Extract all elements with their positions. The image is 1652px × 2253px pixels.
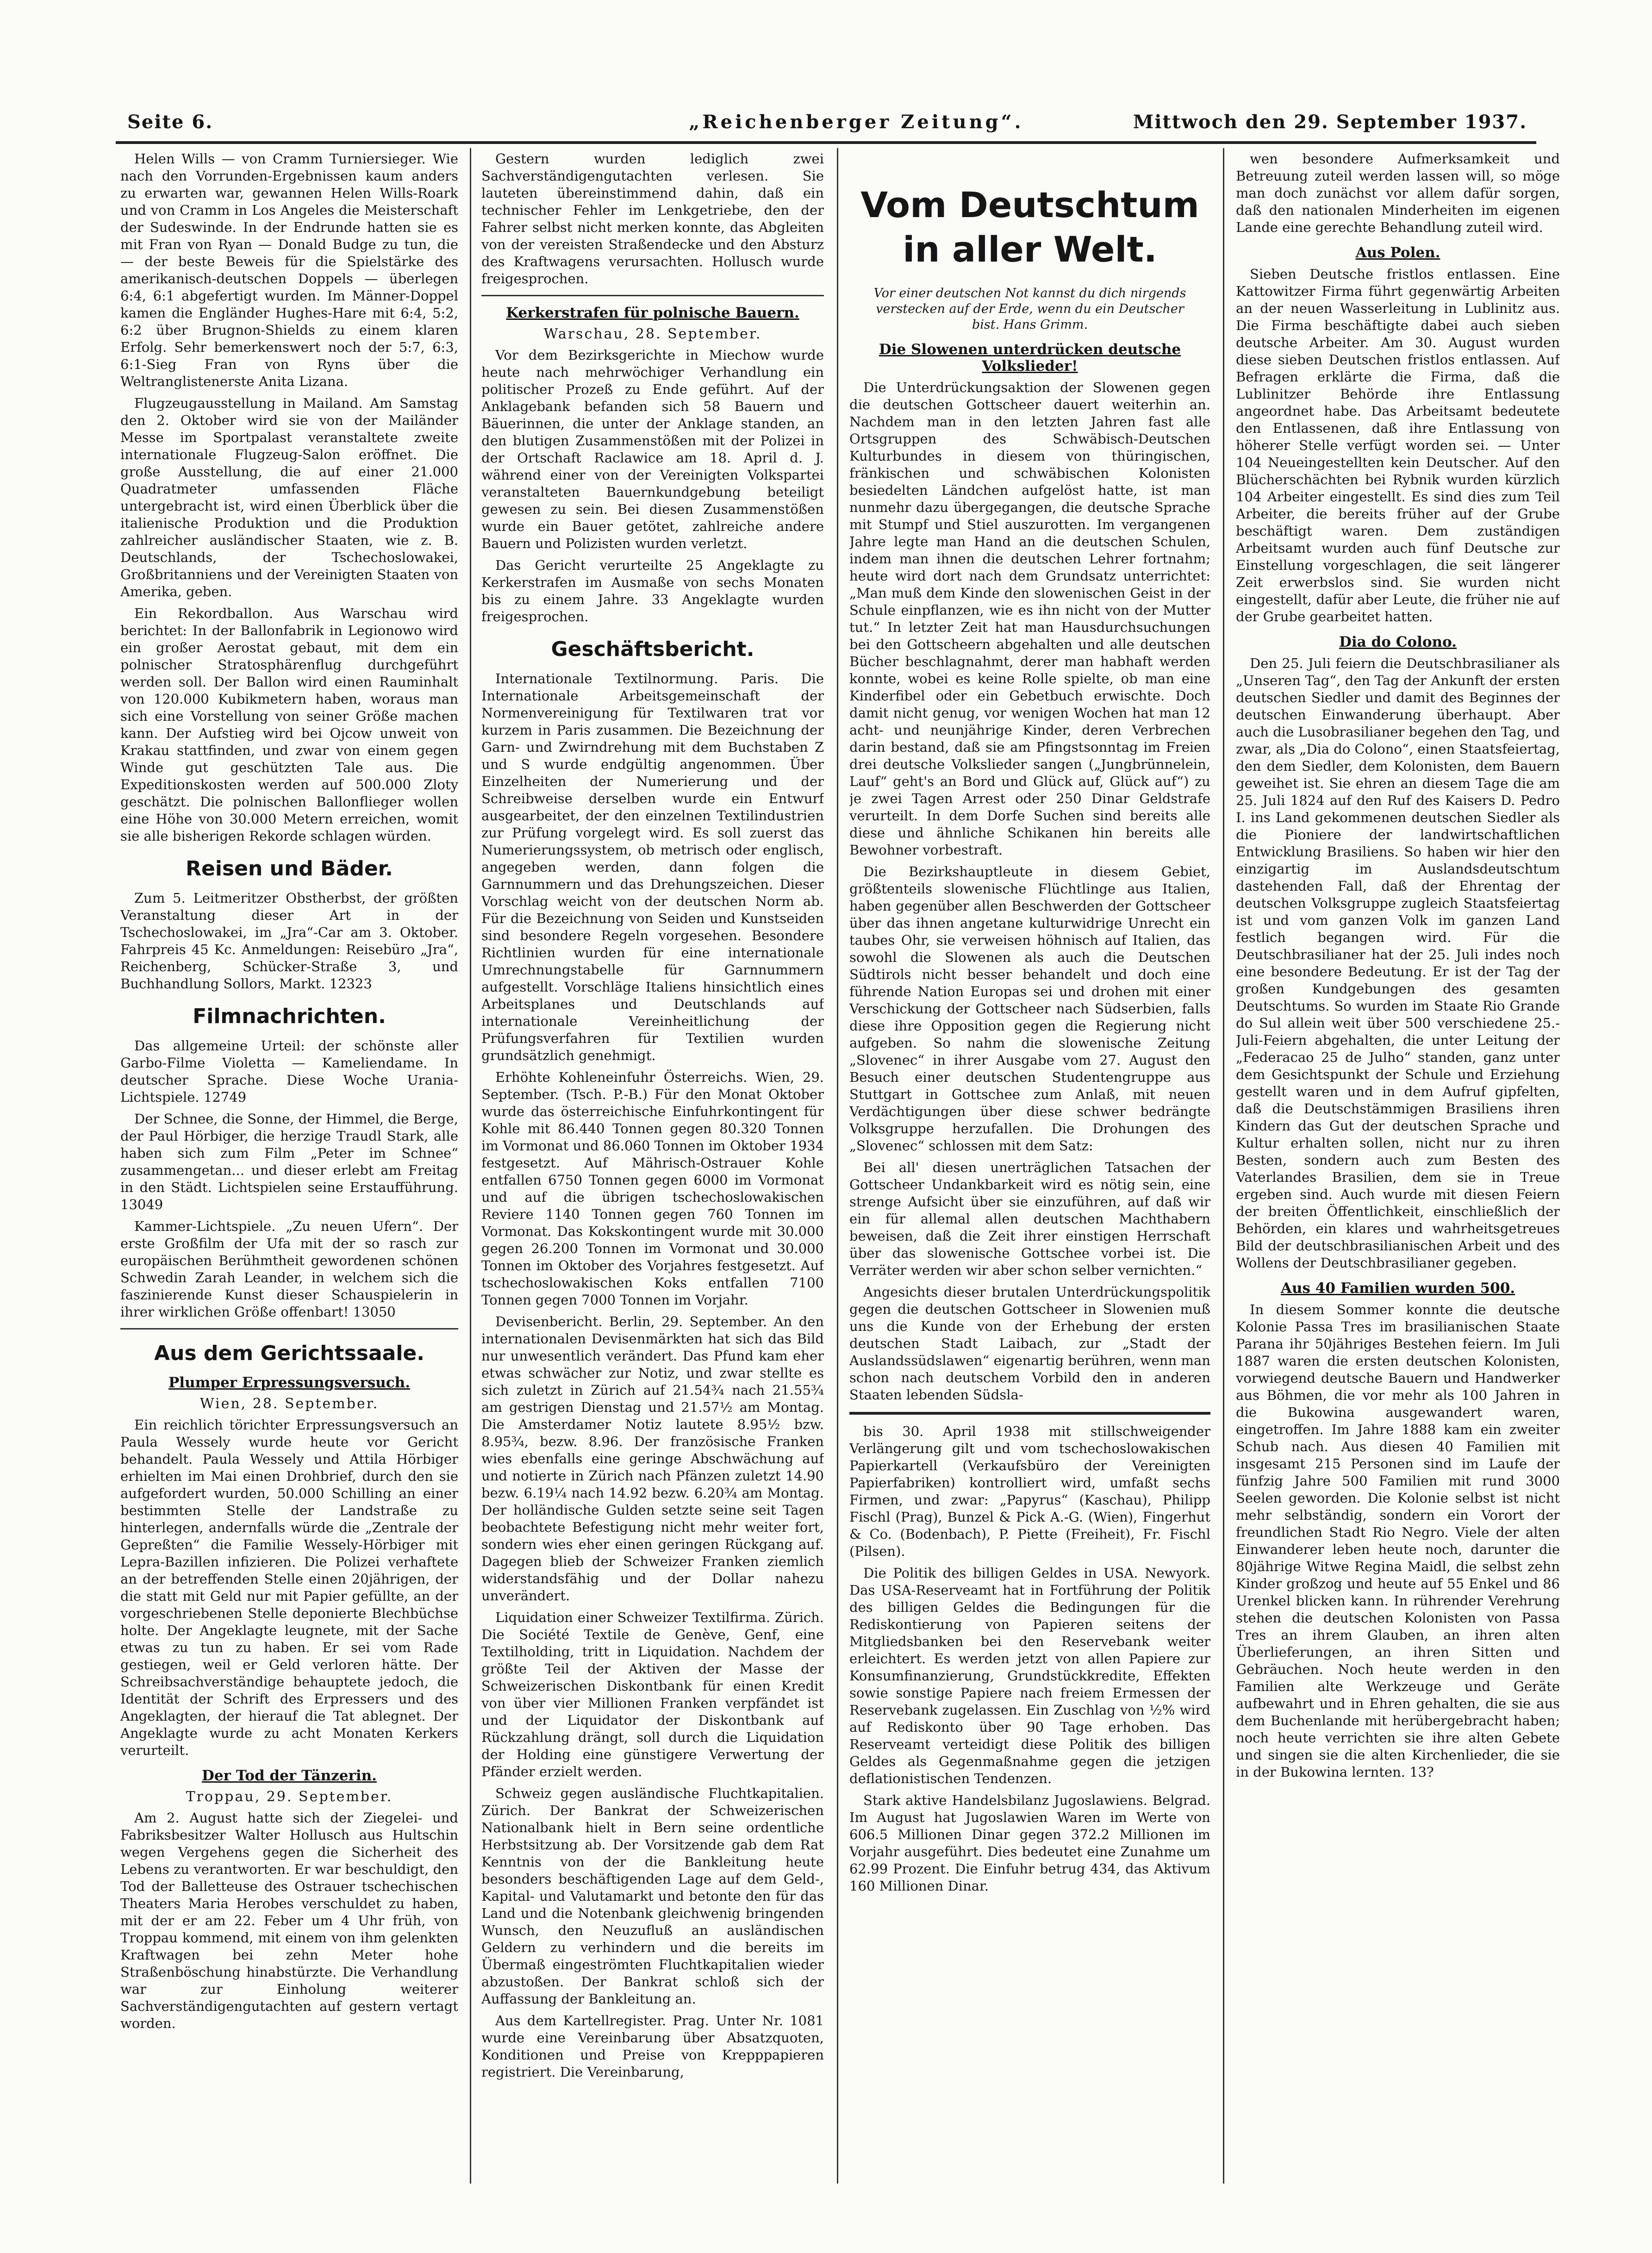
column-2 (481, 150, 824, 2184)
article-dancer-cont: Gestern wurden lediglich zwei Sachverständigengutachten verlesen. Sie lauteten übereinstimmend dahin, daß ein technischer Fehler im Lenkgetriebe, den der Fahrer selbst nicht merken konnte, das Abgleiten von der vereisten Straßendecke und den Absturz des Kraftwagens verursachten. Hollusch wurde freigesprochen. (481, 151, 824, 287)
article-slovenes: Die Bezirkshauptleute in diesem Gebiet, größtenteils slowenische Flüchtlinge aus Italien, haben gegenüber allen Beschwerden der Gottscheer über das ihnen angetane kulturwidrige Unrecht ein taubes Ohr, sie verweisen höhnisch auf Italien, das sowohl die Slowenen als auch die Deutschen Südtirols nicht besser behandelt und doch eine führende Nation Europas sei und drohen mit einer Verschickung der Gottscheer nach Südserbien, falls diese ihre Opposition gegen die Regierung nicht aufgeben. So nahm die slowenische Zeitung „Slovenec“ in ihrer Ausgabe vom 27. August den Besuch einer deutschen Studentengruppe aus Stuttgart in Gottschee zum Anlaß, mit neuen Verdächtigungen über diese schwer bedrängte Volksgruppe herzufallen. Die Drohungen des „Slovenec“ schlossen mit dem Satz: (849, 864, 1210, 1154)
business-item: Aus dem Kartellregister. Prag. Unter Nr. 1081 wurde eine Vereinbarung über Absatzquoten, Konditionen und Preise von Krepppapieren registriert. Die Vereinbarung, (481, 2013, 824, 2080)
business-item: Devisenbericht. Berlin, 29. September. An den internationalen Devisenmärkten hat sich das Bild nur unwesentlich verändert. Das Pfund kam eher etwas schwächer zur Notiz, und zwar stellte es sich zuletzt in Zürich auf 21.54¾ nach 21.55¾ am gestrigen Dienstag und 21.57½ am Montag. Die Amsterdamer Notiz lautete 8.95½ bzw. 8.95¾, bezw. 8.96. Der französische Franken wies ebenfalls eine geringe Abschwächung auf und notierte in Zürich nach Pfänzen zuletzt 14.90 bezw. 6.19¼ nach 14.92 bezw. 6.20¾ am Montag. Der holländische Gulden setzte seine seit Tagen beobachtete Befestigung nicht mehr weiter fort, sondern wies eher einen geringen Rückgang auf. Dagegen blieb der Schweizer Franken ziemlich widerstandsfähig und der Dollar nahezu unverändert. (481, 1314, 824, 1604)
business-item: Schweiz gegen ausländische Fluchtkapitalien. Zürich. Der Bankrat der Schweizerischen Nationalbank hielt in Bern seine ordentliche Herbstsitzung ab. Der Vorsitzende gab dem Rat Kenntnis von der die Bankleitung heute besonders beschäftigenden Lage auf dem Geld-, Kapital- und Valutamarkt und betonte den für das Land und die Notenbank gleichwenig bringenden Wunsch, den Neuzufluß an ausländischen Geldern zu verhindern und die bereits im Übermaß eingeströmten Fluchtkapitalien wieder abzustoßen. Der Bankrat schloß sich der Auffassung der Bankleitung an. (481, 1785, 824, 2007)
dateline: Troppau, 29. September. (186, 1789, 393, 1805)
business-item: Stark aktive Handelsbilanz Jugoslawiens. Belgrad. Im August hat Jugoslawien Waren im Werte von 606.5 Millionen Dinar gegen 372.2 Millionen im Vorjahr ausgeführt. Dies bedeutet eine Zunahme um 62.99 Prozent. Die Einfuhr betrug 434, das Aktivum 160 Millionen Dinar. (849, 1792, 1210, 1894)
film-notice: Das allgemeine Urteil: der schönste aller Garbo-Filme Violetta — Kameliendame. In deutscher Sprache. Diese Woche Urania-Lichtspiele. 12749 (120, 1038, 458, 1105)
business-item-cont: bis 30. April 1938 mit stillschweigender Verlängerung gilt und vom tschechoslowakischen Papierkartell (Verkaufsbüro der Vereinigten Papierfabriken) kontrolliert wird, umfaßt sechs Firmen, und zwar: „Papyrus“ (Kaschau), Philipp Fischl (Prag), Bunzel & Pick A.-G. (Wien), Fingerhut & Co. (Bodenbach), P. Piette (Freiheit), Fr. Fischl (Pilsen). (849, 1423, 1210, 1559)
page-number: Seite 6. (127, 111, 213, 133)
business-item: Die Politik des billigen Geldes in USA. Newyork. Das USA-Reserveamt hat in Fortführung der Politik des billigen Geldes die Bedingungen für die Rediskontierung von Papieren seitens der Mitgliedsbanken bei den Reservebank weiter erleichtert. Es werden jetzt von allen Papiere zur Konsumfinanzierung, Grundstückkredite, Effekten sowie sonstige Papiere nach freiem Ermessen der Reservebank zugelassen. Ein Zuschlag von ½% wird auf Rediskonto über 90 Tage erhoben. Das Reserveamt verteidigt diese Politik des billigen Geldes als Gegenmaßnahme gegen die jetzigen deflationistischen Tendenzen. (849, 1565, 1210, 1786)
column-rule (1223, 148, 1224, 2184)
article-heading: Aus 40 Familien wurden 500. (1280, 1280, 1515, 1297)
article-passa-tres: In diesem Sommer konnte die deutsche Kolonie Passa Tres im brasilianischen Staate Parana ihr 50jähriges Bestehen feiern. Im Juli 1887 waren die ersten deutschen Kolonisten, vorwiegend deutsche Bauern und Handwerker aus Böhmen, die vor mehr als 100 Jahren in die Bukowina ausgewandert waren, eingetroffen. Im Jahre 1888 kam ein zweiter Schub nach. Aus diesen 40 Familien mit insgesamt 215 Personen sind im Laufe der fünfzig Jahre 500 Familien mit rund 3000 Seelen geworden. Die Kolonie selbst ist nicht mehr selbständig, sondern ein Vorort der freundlichen Stadt Rio Negro. Viele der alten Einwanderer leben heute noch, darunter die 80jährige Witwe Regina Maidl, die selbst zehn Kinder großzog und heute auf 55 Enkel und 86 Urenkel blicken kann. In rührender Verehrung stehen die deutschen Kolonisten von Passa Tres an ihrem Glauben, an ihren alten Überlieferungen, an ihren Sitten und Gebräuchen. Noch heute werden in den Familien alte Werkzeuge und Geräte aufbewahrt und in Ehren gehalten, die sie aus dem Buchenlande mit herübergebracht haben; noch heute verrichten sie ihre alten Gebete und singen sie die alten Kirchenlieder, die sie in der Bukowina lernten. 13? (1236, 1302, 1560, 1780)
article-polish-farmers-verdict: Das Gericht verurteilte 25 Angeklagte zu Kerkerstrafen im Ausmaße von sechs Monaten bis zu einem Jahre. 33 Angeklagte wurden freigesprochen. (481, 557, 824, 624)
section-heading-travel: Reisen und Bäder. (186, 857, 393, 880)
section-heading-film: Filmnachrichten. (193, 1005, 386, 1028)
film-notice: Der Schnee, die Sonne, der Himmel, die Berge, der Paul Hörbiger, die herzige Traudl Stark, alle haben sich zum Film „Peter im Schnee“ zusammengetan... und dieser erlebt am Freitag in den Städt. Lichtspielen seine Erstaufführung. 13049 (120, 1111, 458, 1212)
section-heading-court: Aus dem Gerichtssaale. (154, 1342, 424, 1365)
business-item: Erhöhte Kohleneinfuhr Österreichs. Wien, 29. September. (Tsch. P.-B.) Für den Monat Oktober wurde das österreichische Einfuhrkontingent für Kohle mit 86.440 Tonnen gegen 80.320 Tonnen im Vormonat und 86.060 Tonnen im Oktober 1934 festgesetzt. Auf Mährisch-Ostrauer Kohle entfallen 6750 Tonnen gegen 6000 im Vormonat und auf die übrigen tschechoslowakischen Reviere 1140 Tonnen gegen 760 Tonnen im Vormonat. Das Kokskontingent wurde mit 30.000 gegen 26.200 Tonnen im Vormonat und 30.000 Tonnen im Oktober des Vorjahres festgesetzt. Auf tschechoslowakischen Koks entfallen 7100 Tonnen gegen 7000 Tonnen im Vorjahr. (481, 1069, 824, 1308)
business-item: Liquidation einer Schweizer Textilfirma. Zürich. Die Société Textile de Genève, Genf, eine Textilholding, tritt in Liquidation. Nachdem der größte Teil der Aktiven der Masse der Schweizerischen Diskontbank für einen Kredit von über vier Millionen Franken verpfändet ist und der Liquidator der Diskontbank auf Rückzahlung drängt, soll durch die Liquidation der Holding eine günstigere Verwertung der Pfänder erzielt werden. (481, 1610, 824, 1779)
article-slovenes: Bei all' diesen unerträglichen Tatsachen der Gottscheer Undankbarkeit wird es nötig sein, eine strenge Aufsicht über sie einzuführen, auf daß wir ein für allemal allen deutschen Machthabern beweisen, daß die Zeit ihrer einstigen Herrschaft über das slowenische Gottschee vorbei ist. Die Verräter werden wir aber schon selber vernichten.“ (849, 1160, 1210, 1278)
divider (849, 1412, 1210, 1415)
article-heading: Plumper Erpressungsversuch. (168, 1374, 411, 1391)
epigraph: Vor einer deutschen Not kannst du dich nirgends verstecken auf der Erde, wenn du ein Deutscher bist. Hans Grimm. (873, 286, 1186, 332)
article-tennis: Helen Wills — von Cramm Turniersieger. Wie nach den Vorrunden-Ergebnissen kaum anders zu erwarten war, gewannen Helen Wills-Roark und von Cramm in Los Angeles die Meisterschaft der Sudeswinde. In der Endrunde hatten sie es mit Fran von Ryan — Donald Budge zu tun, die — der beste Beweis für die Spielstärke des amerikanisch-deutschen Doppels — überlegen 6:4, 6:1 abgefertigt wurden. Im Männer-Doppel kamen die Engländer Hughes-Hare mit 6:4, 5:2, 6:2 über Brugnon-Shields zu einem klaren Erfolg. Sehr bemerkenswert noch der 5:7, 6:3, 6:1-Sieg Fran von Ryns über die Weltranglistenerste Anita Lizana. (120, 151, 458, 389)
article-poland: Sieben Deutsche fristlos entlassen. Eine Kattowitzer Firma führt gegenwärtig Arbeiten an der neuen Wasserleitung in Lublinitz aus. Die Firma beschäftigte dabei auch sieben deutsche Arbeiter. Am 30. August wurden diese sieben Deutschen fristlos entlassen. Auf Befragen erklärte die Firma, daß die Lublinitzer Behörde ihre Entlassung angeordnet habe. Das Arbeitsamt bedeutete den Entlassenen, daß ihre Entlassung von höherer Stelle verfügt worden sei. — Unter 104 Neueingestellten kein Deutscher. Auf den Blücherschächten bei Rybnik wurden kürzlich 104 Arbeiter eingestellt. Es sind dies zum Teil Arbeiter, die bereits früher auf der Grube beschäftigt waren. Dem zuständigen Arbeitsamt wurden auch fünf Deutsche zur Einstellung vorgeschlagen, die seit längerer Zeit erwerbslos sind. Sie wurden nicht eingestellt, dafür aber Leute, die früher nie auf der Grube gearbeitet hatten. (1236, 266, 1560, 624)
divider (120, 1328, 458, 1329)
article-flight-exhibition: Flugzeugausstellung in Mailand. Am Samstag den 2. Oktober wird sie von der Mailänder Messe im Sportpalast veranstaltete zweite internationale Flugzeug-Salon eröffnet. Die große Ausstellung, die auf einer 21.000 Quadratmeter umfassenden Fläche untergebracht ist, wird einen Überblick über die italienische Produktion und die Produktion zahlreicher ausländischer Staaten, wie z. B. Deutschlands, der Tschechoslowakei, Großbritanniens und der Vereinigten Staaten von Amerika, geben. (120, 395, 458, 599)
article-polish-farmers: Vor dem Bezirksgerichte in Miechow wurde heute nach mehrwöchiger Verhandlung ein politischer Prozeß zu Ende geführt. Auf der Anklagebank befanden sich 58 Bauern und Bäuerinnen, die unter der Anklage standen, an den blutigen Zusammenstößen mit der Polizei in der Ortschaft Raclawice am 18. April d. J. während einer von der Vereinigten Volkspartei veranstalteten Bauernkundgebung beteiligt gewesen zu sein. Bei diesen Zusammenstößen wurde ein Bauer getötet, zahlreiche andere Bauern und Polizisten wurden verletzt. (481, 347, 824, 551)
article-extortion: Ein reichlich törichter Erpressungsversuch an Paula Wessely wurde heute vor Gericht behandelt. Paula Wessely und Attila Hörbiger erhielten im Mai einen Drohbrief, durch den sie aufgefordert wurden, 50.000 Schilling an einer bestimmten Stelle der Landstraße zu hinterlegen, andernfalls würde die „Zentrale der Gepreßten“ die Familie Wessely-Hörbiger mit Lepra-Bazillen infizieren. Die Polizei verhaftete an der betreffenden Stelle einen 20jährigen, der die statt mit Geld nur mit Papier gefüllte, an der vorgeschriebenen Stelle deponierte Blechbüchse holte. Der Angeklagte leugnete, mit der Sache etwas zu tun zu haben. Er sei vom Rade gestiegen, weil er Geld verloren hätte. Der Schreibsachverständige behauptete jedoch, die Identität der Schrift des Erpressers und des Angeklagten, der hierauf die Tat ablegnet. Der Angeklagte wurde zu acht Monaten Kerkers verurteilt. (120, 1417, 458, 1758)
article-heading: Dia do Colono. (1339, 634, 1457, 650)
divider (481, 295, 824, 296)
article-record-balloon: Ein Rekordballon. Aus Warschau wird berichtet: In der Ballonfabrik in Legionowo wird ein großer Aerostat gebaut, mit dem ein polnischer Stratosphärenflug durchgeführt werden soll. Der Ballon wird einen Rauminhalt von 120.000 Kubikmetern haben, woraus man sich eine Vorstellung von seiner Größe machen kann. Der Aufstieg wird bei Ojcow unweit von Krakau stattfinden, und zwar von einem gegen Winde gut geschützten Tale aus. Die Expeditionskosten werden auf 500.000 Zloty geschätzt. Die polnischen Ballonflieger wollen eine Höhe von 30.000 Metern erreichen, womit sie alle bisherigen Rekorde schlagen würden. (120, 605, 458, 844)
feature-title: Vom Deutschtum in aller Welt. (860, 184, 1199, 270)
header-rule (116, 141, 1536, 144)
article-heading: Kerkerstrafen für polnische Bauern. (506, 305, 799, 321)
article-dia-do-colono: Den 25. Juli feiern die Deutschbrasilianer als „Unseren Tag“, den Tag der Ankunft der ersten deutschen Siedler und damit des Beginnes der deutschen Einwanderung überhaupt. Aber auch die Lusobrasilianer begehen den Tag, und zwar, als „Dia do Colono“, einen Staatsfeiertag, den dem Siedler, dem Kolonisten, dem Bauern geweihet ist. Sie ehren an diesem Tage die am 25. Juli 1824 auf den Ruf des Kaisers D. Pedro I. ins Land gekommenen deutschen Siedler als die Pioniere der landwirtschaftlichen Entwicklung Brasiliens. So haben wir hier den einzigartig im Auslandsdeutschtum dastehenden Fall, daß der Ehrentag der deutschen Volksgruppe zugleich Staatsfeiertag ist und vom ganzen Volk im ganzen Land festlich begangen wird. Für die Deutschbrasilianer hat der 25. Juli indes noch eine besondere Bedeutung. Er ist der Tag der großen Kundgebungen des gesamten Deutschtums. So wurden im Staate Rio Grande do Sul allein weit über 500 verschiedene 25.-Juli-Feiern abgehalten, die unter Leitung der „Federacao 25 de Julho“ standen, ganz unter dem Gesichtspunkt der Schule und Erziehung gestellt waren und in dem Aufruf gipfelten, daß die Deutschstämmigen Brasiliens ihren Kindern das Gut der deutschen Sprache und Kultur erhalten sollen, nicht nur zu ihren Besten, sondern auch zum Besten des Vaterlandes Brasilien, dem sie in Treue ergeben sind. Auch wurde mit diesen Feiern der breiten Öffentlichkeit, einschließlich der Behörden, ein klares und wahrheitsgetreues Bild der deutschbrasilianischen Arbeit und des Wollens der Deutschbrasilianer gegeben. (1236, 655, 1560, 1271)
dateline: Warschau, 28. September. (543, 326, 762, 342)
article-slovenes: Die Unterdrückungsaktion der Slowenen gegen die deutschen Gottscheer dauert weiterhin an. Nachdem man in den letzten Jahren fast alle Ortsgruppen des Schwäbisch-Deutschen Kulturbundes in diesem von thüringischen, fränkischen und schwäbischen Kolonisten besiedelten Ländchen aufgelöst hatte, ist man nunmehr dazu übergegangen, die deutsche Sprache mit Stumpf und Stiel auszurotten. Im vergangenen Jahre legte man Hand an die deutschen Schulen, indem man ihnen die deutschen Lehrer fortnahm; heute wird dort nach dem Grundsatz unterrichtet: „Man muß dem Kinde den slowenischen Geist in der Schule einpflanzen, wie es ihn nicht von der Mutter tut.“ In letzter Zeit hat man Hausdurchsuchungen bei den Gottscheern abgehalten und alle deutschen Bücher beschlagnahmt, derer man habhaft werden konnte, wobei es keine Rolle spielte, ob man eine Kinderfibel oder ein Gebetbuch erwischte. Doch damit nicht genug, vor wenigen Wochen hat man 12 acht- und neunjährige Kinder, deren Verbrechen darin bestand, daß sie am Pfingstsonntag im Freien drei deutsche Volkslieder sangen („Jungbrünnelein, Lauf“ geht's an Bord und Glück auf, Glück auf“) zu je zwei Tagen Arrest oder 250 Dinar Geldstrafe verurteilt. In dem Dorfe Suchen sind bereits alle diese und ähnliche Schikanen hin bereits alle Bewohner vorbestraft. (849, 380, 1210, 858)
article-heading: Die Slowenen unterdrücken deutsche Volkslieder! (879, 341, 1181, 374)
section-heading-business: Geschäftsbericht. (551, 637, 754, 661)
column-4 (1236, 150, 1560, 2184)
column-rule (470, 148, 471, 2184)
business-item: Internationale Textilnormung. Paris. Die Internationale Arbeitsgemeinschaft der Normenvereinigung für Textilwaren trat vor kurzem in Paris zusammen. Die Bezeichnung der Garn- und Zwirndrehung mit dem Buchstaben Z und S wurde endgültig angenommen. Über Einzelheiten der Numerierung und der Schreibweise derselben wurde ein Entwurf ausgearbeitet, der den einzelnen Textilindustrien zur Prüfung vorgelegt wird. Es soll zuerst das Numerierungssystem, ob metrisch oder englisch, angegeben werden, dann folgen die Garnnummern und das Drehungszeichen. Dieser Vorschlag weicht von der deutschen Norm ab. Für die Bezeichnung von Seiden und Kunstseiden sind besondere Regeln vorgesehen. Besondere Richtlinien wurden für eine internationale Umrechnungstabelle für Garnnummern aufgestellt. Vorschläge Italiens hinsichtlich eines Arbeitsplanes und Deutschlands auf internationale Vereinheitlichung der Prüfungsverfahren für Textilien wurden grundsätzlich genehmigt. (481, 671, 824, 1063)
article-slovenes: Angesichts dieser brutalen Unterdrückungspolitik gegen die deutschen Gottscheer in Slowenien muß uns die Kunde von der Erhebung der ersten deutschen Stadt Laibach, zur „Stadt der Auslandssüdslawen“ eigenartig berühren, wenn man schon nach deutschem Vorbild den in anderen Staaten lebenden Südsla- (849, 1284, 1210, 1403)
column-rule (837, 148, 838, 2184)
column-3 (849, 150, 1210, 2184)
column-1 (120, 150, 458, 2184)
article-dancer: Am 2. August hatte sich der Ziegelei- und Fabriksbesitzer Walter Hollusch aus Hultschin wegen Vergehens gegen die Sicherheit des Lebens zu verantworten. Er war beschuldigt, den Tod der Balletteuse des Ostrauer tschechischen Theaters Maria Herobes verschuldet zu haben, mit der er am 22. Feber um 4 Uhr früh, von Troppau kommend, mit einem von ihm gelenkten Kraftwagen bei zehn Meter hohe Straßenböschung hinabstürzte. Die Verhandlung war zur Einholung weiterer Sachverständigengutachten auf gestern vertagt worden. (120, 1810, 458, 2031)
film-notice: Kammer-Lichtspiele. „Zu neuen Ufern“. Der erste Großfilm der Ufa mit der so rasch zur europäischen Berühmtheit gewordenen schönen Schwedin Zarah Leander, in welchem sich die faszinierende Kunst dieser Schauspielerin in ihrer wirklichen Größe offenbart! 13050 (120, 1218, 458, 1320)
dateline: Wien, 28. September. (199, 1396, 379, 1412)
article-slovenes-cont: wen besondere Aufmerksamkeit und Betreuung zuteil werden lassen will, so möge man doch zunächst vor allem dafür sorgen, daß den nationalen Minderheiten im eigenen Lande eine gerechte Behandlung zuteil wird. (1236, 151, 1560, 235)
article-heading: Aus Polen. (1355, 244, 1440, 261)
issue-date: Mittwoch den 29. September 1937. (1133, 111, 1527, 133)
article-heading: Der Tod der Tänzerin. (202, 1767, 377, 1784)
masthead: „Reichenberger Zeitung“. (689, 111, 1024, 133)
notice-obstherbst: Zum 5. Leitmeritzer Obstherbst, der größten Veranstaltung dieser Art in der Tschechoslowakei, im „Jra“-Car am 3. Oktober. Fahrpreis 45 Kc. Anmeldungen: Reisebüro „Jra“, Reichenberg, Schücker-Straße 3, und Buchhandlung Sollors, Markt. 12323 (120, 890, 458, 992)
